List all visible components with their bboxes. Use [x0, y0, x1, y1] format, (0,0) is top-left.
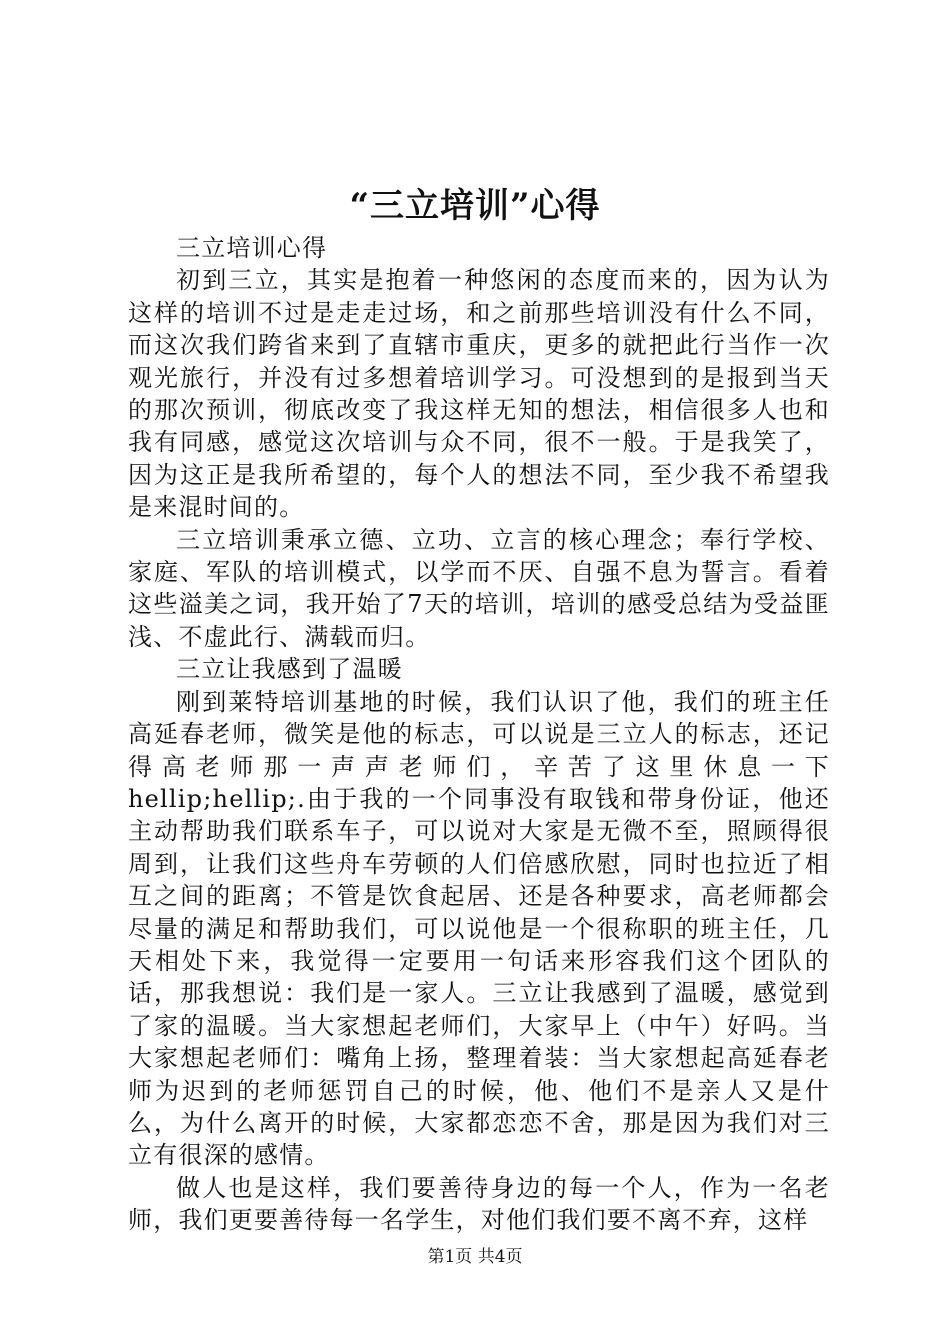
paragraph: 三立培训秉承立德、立功、立言的核心理念；奉行学校、家庭、军队的培训模式，以学而不厌、自强不息为誓言。看着这些溢美之词，我开始了7天的培训，培训的感受总结为受益匪浅、不虚此行、满载而归。 — [128, 525, 830, 651]
section-heading: 三立培训心得 — [176, 234, 328, 262]
paragraph: 刚到莱特培训基地的时候，我们认识了他，我们的班主任高延春老师，微笑是他的标志，可以说是三立人的标志，还记得高老师那一声声老师们，辛苦了这里休息一下hellip;hellip;.由于我的一个同事没有取钱和带身份证，他还主动帮助我们联系车子，可以说对大家是无微不至，照顾得很周到，让我们这些舟车劳顿的人们倍感欣慰，同时也拉近了相互之间的距离；不管是饮食起居、还是各种要求，高老师都会尽量的满足和帮助我们，可以说他是一个很称职的班主任，几天相处下来，我觉得一定要用一句话来形容我们这个团队的话，那我想说：我们是一家人。三立让我感到了温暖，感觉到了家的温暖。当大家想起老师们，大家早上（中午）好吗。当大家想起老师们：嘴角上扬，整理着装：当大家想起高延春老师为迟到的老师惩罚自己的时候，他、他们不是亲人又是什么，为什么离开的时候，大家都恋恋不舍，那是因为我们对三立有很深的感情。 — [128, 687, 830, 1170]
section-heading: 三立让我感到了温暖 — [176, 655, 403, 684]
paragraph: 初到三立，其实是抱着一种悠闲的态度而来的，因为认为这样的培训不过是走走过场，和之前那些培训没有什么不同，而这次我们跨省来到了直辖市重庆，更多的就把此行当作一次观光旅行，并没有过多想着培训学习。可没想到的是报到当天的那次预训，彻底改变了我这样无知的想法，相信很多人也和我有同感，感觉这次培训与众不同，很不一般。于是我笑了，因为这正是我所希望的，每个人的想法不同，至少我不希望我是来混时间的。 — [128, 266, 830, 522]
document-body — [128, 232, 830, 1237]
paragraph: 做人也是这样，我们要善待身边的每一个人，作为一名老师，我们更要善待每一名学生，对他们我们要不离不弃，这样 — [128, 1173, 830, 1235]
document-title: “三立培训”心得 — [349, 186, 601, 226]
page-footer: 第1页 共4页 — [427, 1247, 523, 1267]
